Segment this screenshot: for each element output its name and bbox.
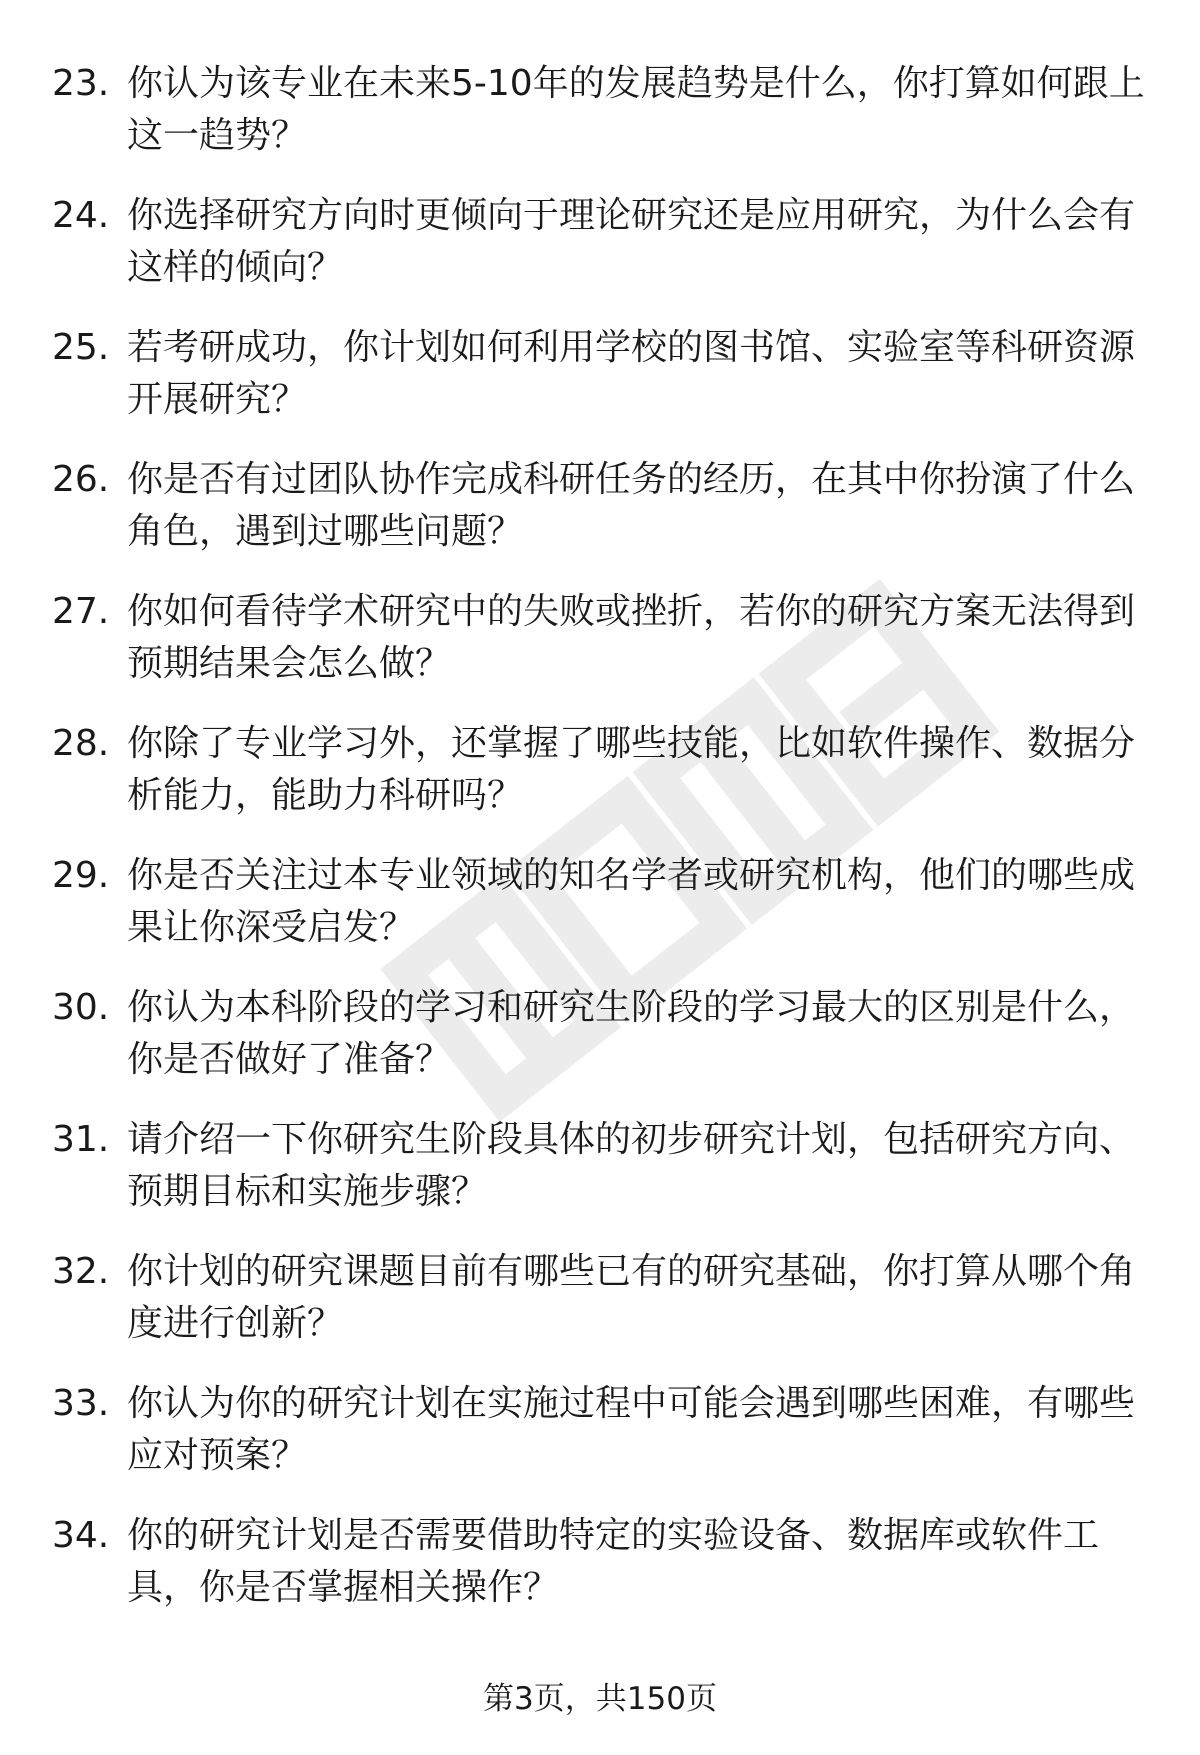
question-text: 你认为该专业在未来5-10年的发展趋势是什么，你打算如何跟上这一趋势？ [127, 63, 1145, 156]
question-item [0, 586, 1200, 718]
question-number: 34. [52, 1515, 110, 1556]
question-item [0, 1114, 1200, 1246]
question-number: 27. [52, 591, 110, 632]
question-text: 你选择研究方向时更倾向于理论研究还是应用研究，为什么会有这样的倾向？ [127, 195, 1136, 288]
question-text: 若考研成功，你计划如何利用学校的图书馆、实验室等科研资源开展研究？ [127, 327, 1136, 420]
question-text: 你的研究计划是否需要借助特定的实验设备、数据库或软件工具，你是否掌握相关操作？ [127, 1515, 1100, 1608]
question-item [0, 982, 1200, 1114]
question-number: 29. [52, 855, 110, 896]
question-number: 25. [52, 327, 110, 368]
question-number: 24. [52, 195, 110, 236]
question-text: 你计划的研究课题目前有哪些已有的研究基础，你打算从哪个角度进行创新？ [127, 1251, 1136, 1344]
question-number: 32. [52, 1251, 110, 1292]
question-number: 30. [52, 987, 110, 1028]
question-item [0, 850, 1200, 982]
question-item [0, 1246, 1200, 1378]
question-item [0, 454, 1200, 586]
question-text: 你认为你的研究计划在实施过程中可能会遇到哪些困难，有哪些应对预案？ [127, 1383, 1136, 1476]
question-number: 33. [52, 1383, 110, 1424]
question-number: 23. [52, 63, 110, 104]
question-list [0, 58, 1200, 1642]
question-text: 你认为本科阶段的学习和研究生阶段的学习最大的区别是什么，你是否做好了准备？ [127, 987, 1136, 1080]
question-item [0, 1510, 1200, 1642]
question-number: 26. [52, 459, 110, 500]
question-item [0, 58, 1200, 190]
question-item [0, 190, 1200, 322]
question-number: 28. [52, 723, 110, 764]
question-number: 31. [52, 1119, 110, 1160]
question-text: 你如何看待学术研究中的失败或挫折，若你的研究方案无法得到预期结果会怎么做？ [127, 591, 1136, 684]
question-text: 你是否有过团队协作完成科研任务的经历，在其中你扮演了什么角色，遇到过哪些问题？ [127, 459, 1136, 552]
question-text: 你除了专业学习外，还掌握了哪些技能，比如软件操作、数据分析能力，能助力科研吗？ [127, 723, 1136, 816]
question-item [0, 1378, 1200, 1510]
page-number-footer: 第3页，共150页 [483, 1681, 717, 1717]
question-text: 请介绍一下你研究生阶段具体的初步研究计划，包括研究方向、预期目标和实施步骤？ [127, 1119, 1136, 1212]
question-item [0, 322, 1200, 454]
question-text: 你是否关注过本专业领域的知名学者或研究机构，他们的哪些成果让你深受启发？ [127, 855, 1136, 948]
question-item [0, 718, 1200, 850]
